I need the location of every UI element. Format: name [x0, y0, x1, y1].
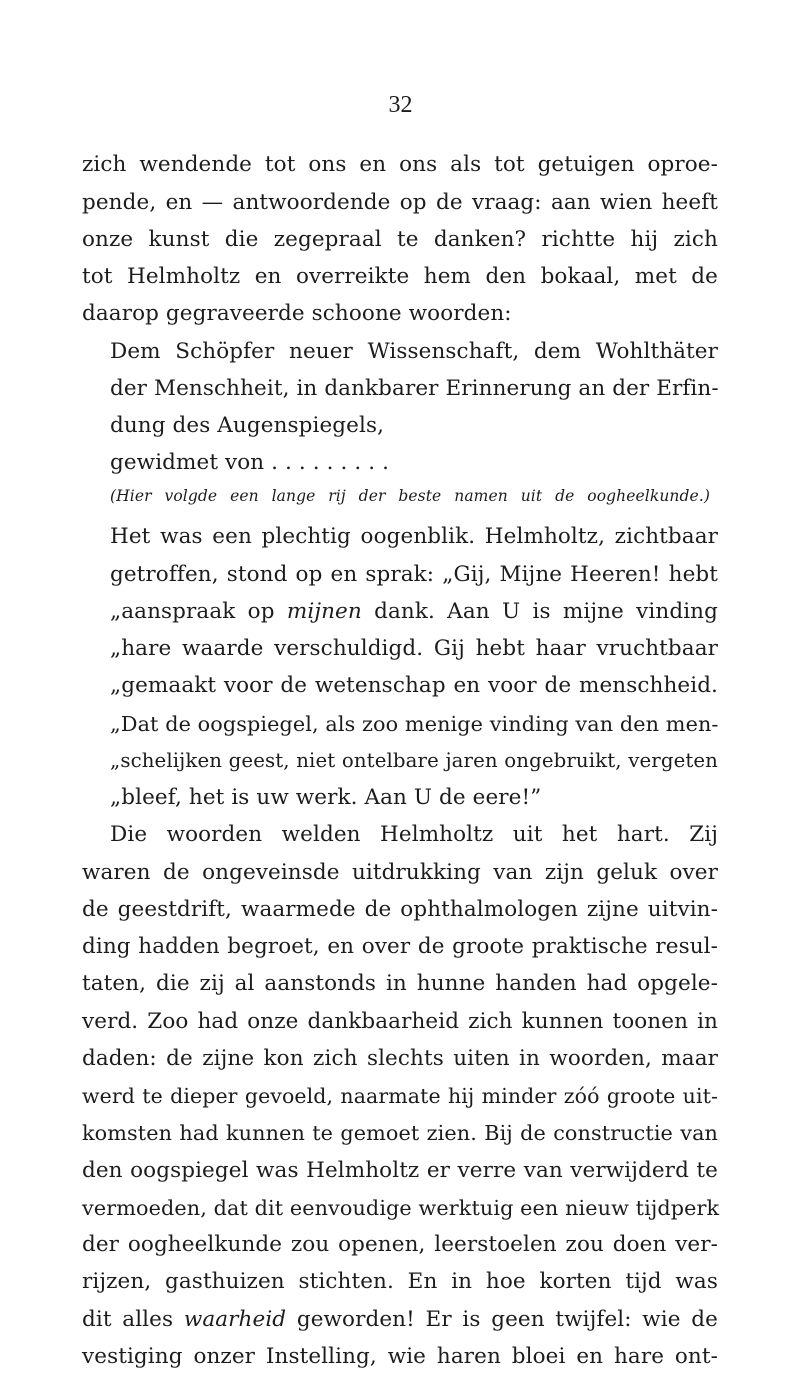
text-line: „gemaakt voor de wetenschap en voor de menschheid. — [110, 673, 718, 698]
text-line: der oogheelkunde zou openen, leerstoelen zou doen ver- — [82, 1232, 718, 1257]
text-line: rijzen, gasthuizen stichten. En in hoe korten tijd was — [82, 1269, 718, 1294]
text-segment: dit alles — [82, 1307, 184, 1332]
text-line: taten, die zij al aanstonds in hunne handen had opgele- — [82, 971, 718, 996]
editorial-note: (Hier volgde een lange rij der beste namen uit de oogheelkunde.) — [110, 487, 710, 505]
text-line: daarop gegraveerde schoone woorden: — [82, 301, 512, 326]
text-line: „Dat de oogspiegel, als zoo menige vinding van den men- — [110, 712, 719, 736]
text-segment: geworden! Er is geen twijfel: wie de — [286, 1307, 718, 1332]
page-number: 32 — [388, 92, 413, 118]
text-line: werd te dieper gevoeld, naarmate hij minder zóó groote uit- — [82, 1084, 718, 1108]
text-line: vermoeden, dat dit eenvoudige werktuig een nieuw tijdperk — [82, 1196, 720, 1220]
text-line: ding hadden begroet, en over de groote praktische resul- — [82, 934, 718, 959]
text-line: de geestdrift, waarmede de ophthalmologen zijne uitvin- — [82, 897, 718, 922]
emphasis-text: waarheid — [183, 1307, 287, 1332]
text-line: daden: de zijne kon zich slechts uiten in woorden, maar — [82, 1046, 718, 1071]
text-line: der Menschheit, in dankbarer Erinnerung an der Erfin- — [110, 376, 719, 401]
text-line: tot Helmholtz en overreikte hem den bokaal, met de — [82, 264, 718, 289]
text-line: „hare waarde verschuldigd. Gij hebt haar vruchtbaar — [110, 636, 718, 661]
text-line: Die woorden welden Helmholtz uit het hart. Zij — [110, 822, 718, 847]
text-line: „schelijken geest, niet ontelbare jaren ongebruikt, vergeten — [110, 749, 718, 772]
text-line — [82, 1302, 718, 1338]
text-line: gewidmet von . . . . . . . . . — [110, 450, 390, 475]
text-line: getroffen, stond op en sprak: „Gij, Mijne Heeren! hebt — [110, 562, 718, 587]
text-line: Het was een plechtig oogenblik. Helmholtz, zichtbaar — [110, 524, 718, 549]
text-line: pende, en — antwoordende op de vraag: aan wien heeft — [82, 190, 718, 215]
text-line: komsten had kunnen te gemoet zien. Bij de constructie van — [82, 1121, 718, 1145]
text-line: vestiging onzer Instelling, wie haren bloei en hare ont- — [82, 1344, 718, 1369]
text-line: „bleef, het is uw werk. Aan U de eere!” — [110, 785, 542, 810]
text-line: waren de ongeveinsde uitdrukking van zijn geluk over — [82, 860, 718, 885]
text-segment: dank. Aan U is mijne vinding — [361, 599, 718, 624]
text-line: onze kunst die zegepraal te danken? richtte hij zich — [82, 227, 718, 252]
text-line: dung des Augenspiegels, — [110, 413, 385, 438]
text-line — [110, 594, 718, 630]
text-line: den oogspiegel was Helmholtz er verre van verwijderd te — [82, 1158, 718, 1183]
text-line: verd. Zoo had onze dankbaarheid zich kunnen toonen in — [82, 1009, 718, 1034]
text-line: Dem Schöpfer neuer Wissenschaft, dem Wohlthäter — [110, 339, 718, 364]
emphasis-text: mijnen — [286, 599, 362, 624]
text-line: zich wendende tot ons en ons als tot getuigen oproe- — [82, 152, 718, 177]
text-segment: „aanspraak op — [110, 599, 287, 624]
